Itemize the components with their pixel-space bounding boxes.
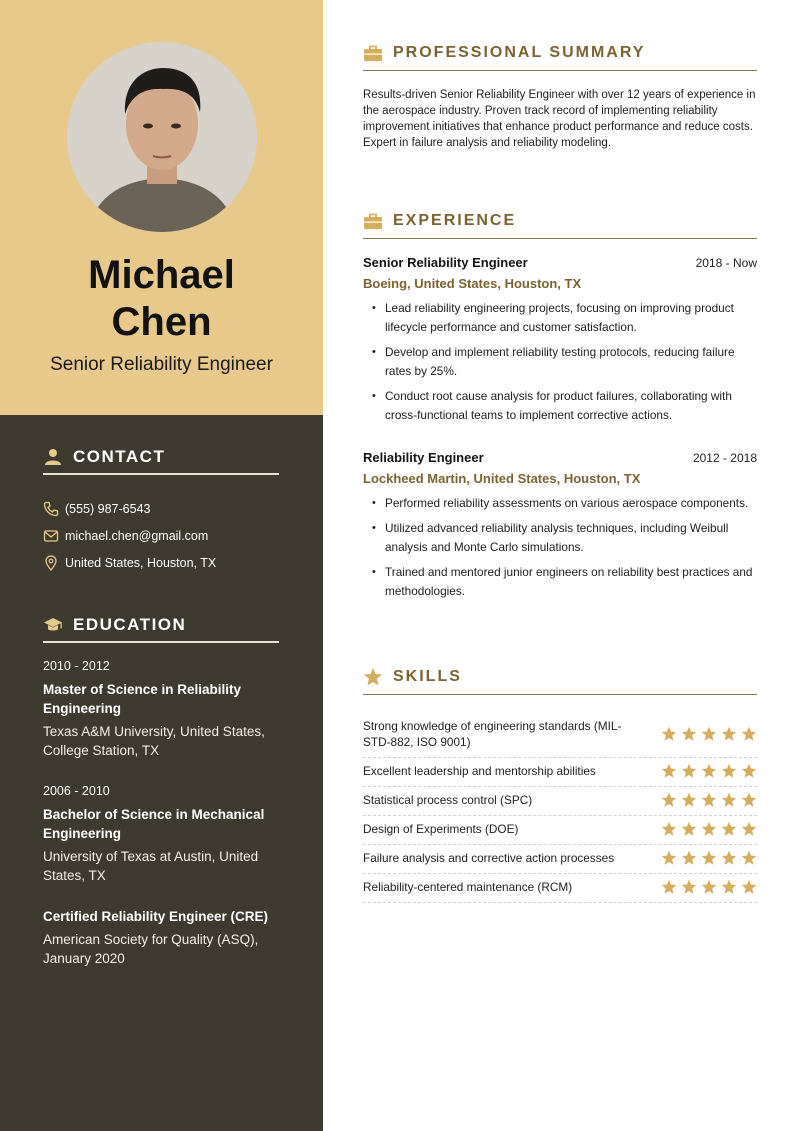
education-degree: Bachelor of Science in Mechanical Engineering bbox=[43, 807, 265, 841]
map-pin-icon bbox=[43, 555, 59, 571]
experience-heading bbox=[363, 211, 757, 239]
star-icon bbox=[741, 850, 757, 866]
job-bullet: • Lead reliability engineering projects, focusing on improving product lifecycle performance and customer satisfaction. bbox=[363, 299, 757, 337]
contact-email bbox=[43, 528, 208, 544]
star-icon bbox=[661, 879, 677, 895]
certification-issuer: American Society for Quality (ASQ), January 2020 bbox=[43, 932, 259, 966]
user-icon bbox=[43, 447, 63, 467]
star-icon bbox=[681, 879, 697, 895]
skill-row bbox=[363, 713, 757, 758]
star-icon bbox=[681, 792, 697, 808]
star-icon bbox=[701, 726, 717, 742]
skill-rating bbox=[661, 792, 757, 808]
job-bullet: • Performed reliability assessments on various aerospace components. bbox=[363, 494, 757, 513]
star-icon bbox=[741, 763, 757, 779]
star-icon bbox=[741, 821, 757, 837]
job-bullets bbox=[363, 299, 757, 425]
skill-rating bbox=[661, 726, 757, 742]
skill-row bbox=[363, 845, 757, 874]
contact-phone bbox=[43, 501, 150, 517]
star-icon bbox=[721, 850, 737, 866]
education-school: Texas A&M University, United States, College Station, TX bbox=[43, 724, 265, 758]
star-icon bbox=[721, 726, 737, 742]
star-icon bbox=[721, 879, 737, 895]
job-dates: 2018 - Now bbox=[695, 256, 757, 270]
star-icon bbox=[701, 879, 717, 895]
star-icon bbox=[721, 821, 737, 837]
summary-heading-label: PROFESSIONAL SUMMARY bbox=[393, 44, 646, 61]
education-item bbox=[43, 784, 293, 885]
skill-rating bbox=[661, 821, 757, 837]
skills-list bbox=[363, 713, 757, 903]
star-icon bbox=[661, 763, 677, 779]
contact-heading bbox=[43, 447, 279, 475]
skills-heading-label: SKILLS bbox=[393, 668, 462, 685]
phone-value: (555) 987-6543 bbox=[65, 502, 151, 516]
person-name bbox=[0, 252, 323, 346]
briefcase-icon bbox=[363, 211, 383, 231]
star-icon bbox=[741, 726, 757, 742]
first-name: Michael bbox=[88, 253, 235, 297]
star-icon bbox=[661, 792, 677, 808]
skill-rating bbox=[661, 879, 757, 895]
graduation-cap-icon bbox=[43, 615, 63, 635]
certification-item bbox=[43, 907, 293, 968]
job-bullet: • Trained and mentored junior engineers on reliability best practices and methodologies. bbox=[363, 563, 757, 601]
skill-name: Statistical process control (SPC) bbox=[363, 793, 533, 807]
phone-icon bbox=[43, 501, 59, 517]
certification-name: Certified Reliability Engineer (CRE) bbox=[43, 909, 269, 924]
education-school: University of Texas at Austin, United States, TX bbox=[43, 849, 259, 883]
skills-heading bbox=[363, 667, 757, 695]
star-icon bbox=[681, 763, 697, 779]
summary-text: Results-driven Senior Reliability Engineer with over 12 years of experience in the aerospace industry. Proven track record of implementing reliability improvement initiatives that enhance product performance and reduce costs. Expert in failure analysis and reliability modeling. bbox=[363, 89, 756, 149]
skill-rating bbox=[661, 850, 757, 866]
star-icon bbox=[701, 763, 717, 779]
mail-icon bbox=[43, 528, 59, 544]
star-icon bbox=[721, 792, 737, 808]
star-icon bbox=[661, 821, 677, 837]
star-icon bbox=[681, 821, 697, 837]
job-bullet: • Utilized advanced reliability analysis techniques, including Weibull analysis and Monte Carlo simulations. bbox=[363, 519, 757, 557]
email-value: michael.chen@gmail.com bbox=[65, 529, 209, 543]
skill-row bbox=[363, 874, 757, 903]
star-icon bbox=[363, 667, 383, 687]
skill-row bbox=[363, 758, 757, 787]
skill-name: Design of Experiments (DOE) bbox=[363, 822, 519, 836]
star-icon bbox=[701, 850, 717, 866]
star-icon bbox=[701, 792, 717, 808]
star-icon bbox=[661, 850, 677, 866]
skill-name: Strong knowledge of engineering standards (MIL-STD-882, ISO 9001) bbox=[363, 719, 622, 749]
star-icon bbox=[701, 821, 717, 837]
contact-heading-label: CONTACT bbox=[73, 447, 166, 466]
job-role: Senior Reliability Engineer bbox=[50, 354, 273, 375]
education-years: 2010 - 2012 bbox=[43, 659, 110, 673]
last-name: Chen bbox=[111, 300, 212, 344]
job-bullet: • Develop and implement reliability testing protocols, reducing failure rates by 25%. bbox=[363, 343, 757, 381]
education-heading bbox=[43, 615, 279, 643]
star-icon bbox=[681, 850, 697, 866]
experience-heading-label: EXPERIENCE bbox=[393, 212, 517, 229]
job-title: Senior Reliability Engineer bbox=[363, 255, 528, 270]
education-years: 2006 - 2010 bbox=[43, 784, 110, 798]
skill-name: Reliability-centered maintenance (RCM) bbox=[363, 880, 573, 894]
skill-name: Failure analysis and corrective action processes bbox=[363, 851, 615, 865]
job-bullet: • Conduct root cause analysis for product failures, collaborating with cross-functional teams to implement corrective actions. bbox=[363, 387, 757, 425]
skill-row bbox=[363, 787, 757, 816]
job-company: Lockheed Martin, United States, Houston, TX bbox=[363, 471, 641, 486]
star-icon bbox=[661, 726, 677, 742]
briefcase-icon bbox=[363, 43, 383, 63]
skill-rating bbox=[661, 763, 757, 779]
star-icon bbox=[681, 726, 697, 742]
profile-photo bbox=[67, 42, 257, 232]
location-value: United States, Houston, TX bbox=[65, 556, 217, 570]
sidebar bbox=[0, 0, 323, 1131]
job-bullets bbox=[363, 494, 757, 601]
job-entry bbox=[363, 255, 757, 431]
job-dates: 2012 - 2018 bbox=[692, 451, 757, 465]
skill-row bbox=[363, 816, 757, 845]
summary-heading bbox=[363, 43, 757, 71]
education-degree: Master of Science in Reliability Engineering bbox=[43, 682, 242, 716]
job-title: Reliability Engineer bbox=[363, 450, 484, 465]
education-heading-label: EDUCATION bbox=[73, 615, 187, 634]
job-company: Boeing, United States, Houston, TX bbox=[363, 276, 582, 291]
contact-location bbox=[43, 555, 216, 571]
education-item bbox=[43, 659, 293, 760]
job-entry bbox=[363, 450, 757, 607]
skill-name: Excellent leadership and mentorship abilities bbox=[363, 764, 596, 778]
star-icon bbox=[721, 763, 737, 779]
star-icon bbox=[741, 792, 757, 808]
star-icon bbox=[741, 879, 757, 895]
